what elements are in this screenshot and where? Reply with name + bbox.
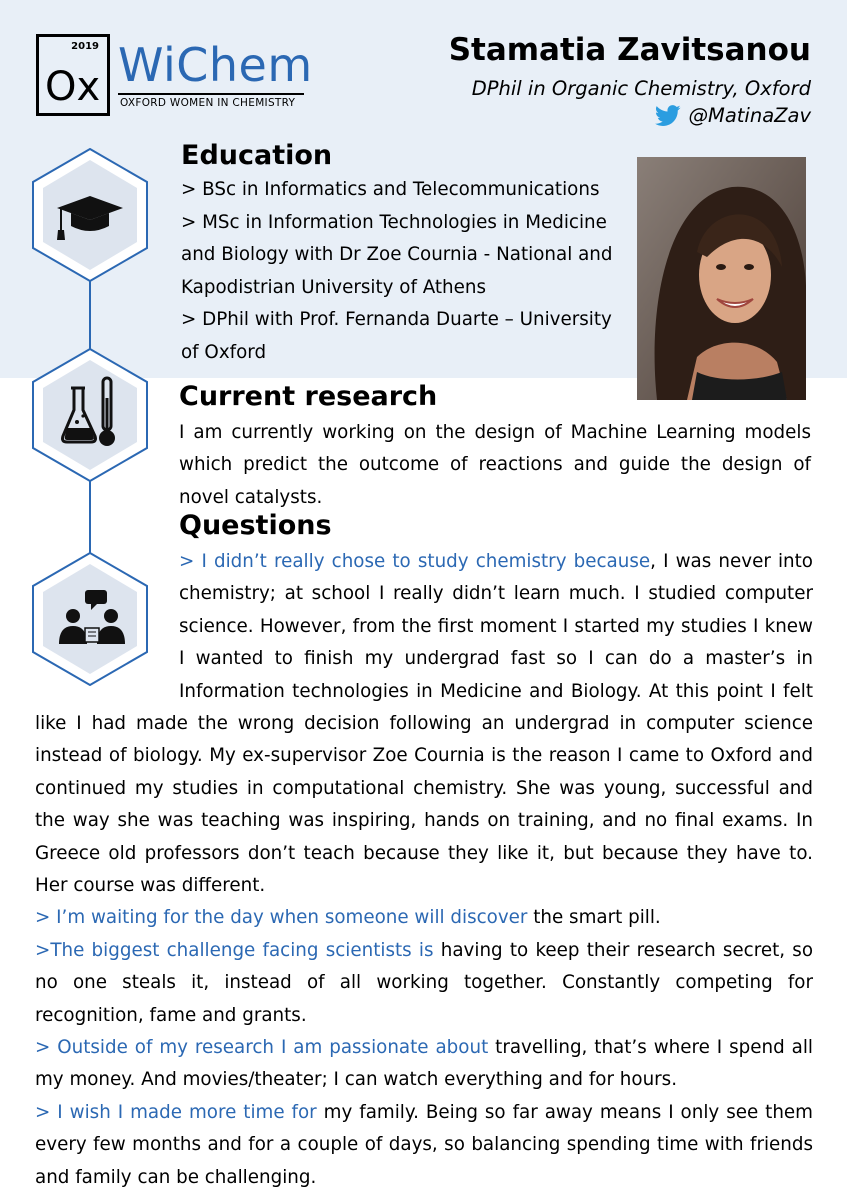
answer-line: continued my studies in computational chemistry. She was young, successful and bbox=[35, 777, 813, 799]
questions-heading: Questions bbox=[179, 510, 332, 541]
answer-line: like I had made the wrong decision following an undergrad in computer science bbox=[35, 713, 813, 734]
research-line: I am currently working on the design of Machine Learning models bbox=[179, 422, 811, 443]
education-heading: Education bbox=[181, 140, 333, 171]
answer-line: recognition, fame and grants. bbox=[35, 1004, 307, 1026]
answer-text: having to keep their research secret, so bbox=[433, 939, 814, 961]
element-tile bbox=[36, 34, 110, 116]
profile-degree: DPhil in Organic Chemistry, Oxford bbox=[471, 77, 811, 100]
answer-line: I wanted to finish my undergrad fast so I can do a master’s in bbox=[179, 648, 813, 670]
answer-text: travelling, that’s where I spend all bbox=[488, 1037, 813, 1059]
answer-text: my family. Being so far away means I only see them bbox=[316, 1101, 813, 1123]
logo-name: WiChem bbox=[118, 38, 313, 92]
twitter-handle: @MatinaZav bbox=[688, 104, 811, 127]
answer-text: the smart pill. bbox=[527, 907, 661, 929]
question-prompt: > Outside of my research I am passionate about bbox=[35, 1037, 489, 1059]
portrait-photo bbox=[637, 157, 806, 400]
education-line: Kapodistrian University of Athens bbox=[181, 276, 486, 298]
questions-hex bbox=[31, 552, 149, 686]
research-text bbox=[179, 417, 811, 514]
answer-line: science. However, from the first moment I started my studies I knew bbox=[179, 615, 813, 637]
education-line: > BSc in Informatics and Telecommunications bbox=[181, 179, 600, 200]
question-prompt: > I didn’t really chose to study chemistry because bbox=[179, 551, 651, 572]
timeline-connector bbox=[89, 280, 91, 350]
logo-divider bbox=[118, 93, 304, 95]
logo-year: 2019 bbox=[71, 41, 99, 52]
answer-line: chemistry; at school I really didn’t learn much. I studied computer bbox=[179, 583, 813, 605]
question-5 bbox=[35, 1097, 813, 1129]
answer-line: the way she was teaching was inspiring, hands on training, and no final exams. In bbox=[35, 810, 813, 832]
education-line: > DPhil with Prof. Fernanda Duarte – University bbox=[181, 309, 612, 331]
education-hex bbox=[31, 148, 149, 282]
research-line: novel catalysts. bbox=[179, 486, 323, 508]
answer-line: and family can be challenging. bbox=[35, 1166, 317, 1188]
answer-line: no one steals it, instead of all working together. Constantly competing for bbox=[35, 972, 813, 994]
question-prompt: > I wish I made more time for bbox=[35, 1101, 317, 1123]
question-prompt: > I’m waiting for the day when someone will discover bbox=[35, 907, 528, 929]
education-line: of Oxford bbox=[181, 341, 267, 363]
logo-subtitle: OXFORD WOMEN IN CHEMISTRY bbox=[120, 97, 296, 109]
answer-line bbox=[179, 546, 813, 578]
education-list bbox=[181, 174, 631, 370]
question-prompt: >The biggest challenge facing scientists is bbox=[35, 939, 434, 961]
timeline-connector bbox=[89, 478, 91, 554]
answer-line: Her course was different. bbox=[35, 875, 266, 897]
research-heading: Current research bbox=[179, 381, 438, 412]
answer-text: , I was never into bbox=[650, 551, 813, 572]
twitter-handle-row[interactable] bbox=[655, 104, 812, 127]
twitter-bird-icon bbox=[655, 105, 681, 127]
answer-line: every few months and for a couple of days, so balancing spending time with friends bbox=[35, 1134, 813, 1156]
answer-line: instead of biology. My ex-supervisor Zoe Cournia is the reason I came to Oxford and bbox=[35, 745, 813, 767]
research-hex bbox=[31, 348, 149, 482]
question-answers-wide bbox=[35, 708, 813, 1194]
profile-name: Stamatia Zavitsanou bbox=[448, 32, 811, 68]
question-4 bbox=[35, 1032, 813, 1064]
education-line: and Biology with Dr Zoe Cournia - National and bbox=[181, 244, 613, 266]
question-3 bbox=[35, 935, 813, 967]
question-2 bbox=[35, 902, 813, 934]
answer-line: my money. And movies/theater; I can watch everything and for hours. bbox=[35, 1069, 678, 1091]
question-1-narrow bbox=[179, 546, 813, 708]
answer-line: Greece old professors don’t teach because they like it, but because they have to. bbox=[35, 842, 813, 864]
education-line: > MSc in Information Technologies in Medicine bbox=[181, 211, 607, 233]
answer-line: Information technologies in Medicine and Biology. At this point I felt bbox=[179, 680, 813, 702]
research-line: which predict the outcome of reactions and guide the design of bbox=[179, 454, 811, 476]
logo-symbol: Ox bbox=[45, 64, 101, 110]
